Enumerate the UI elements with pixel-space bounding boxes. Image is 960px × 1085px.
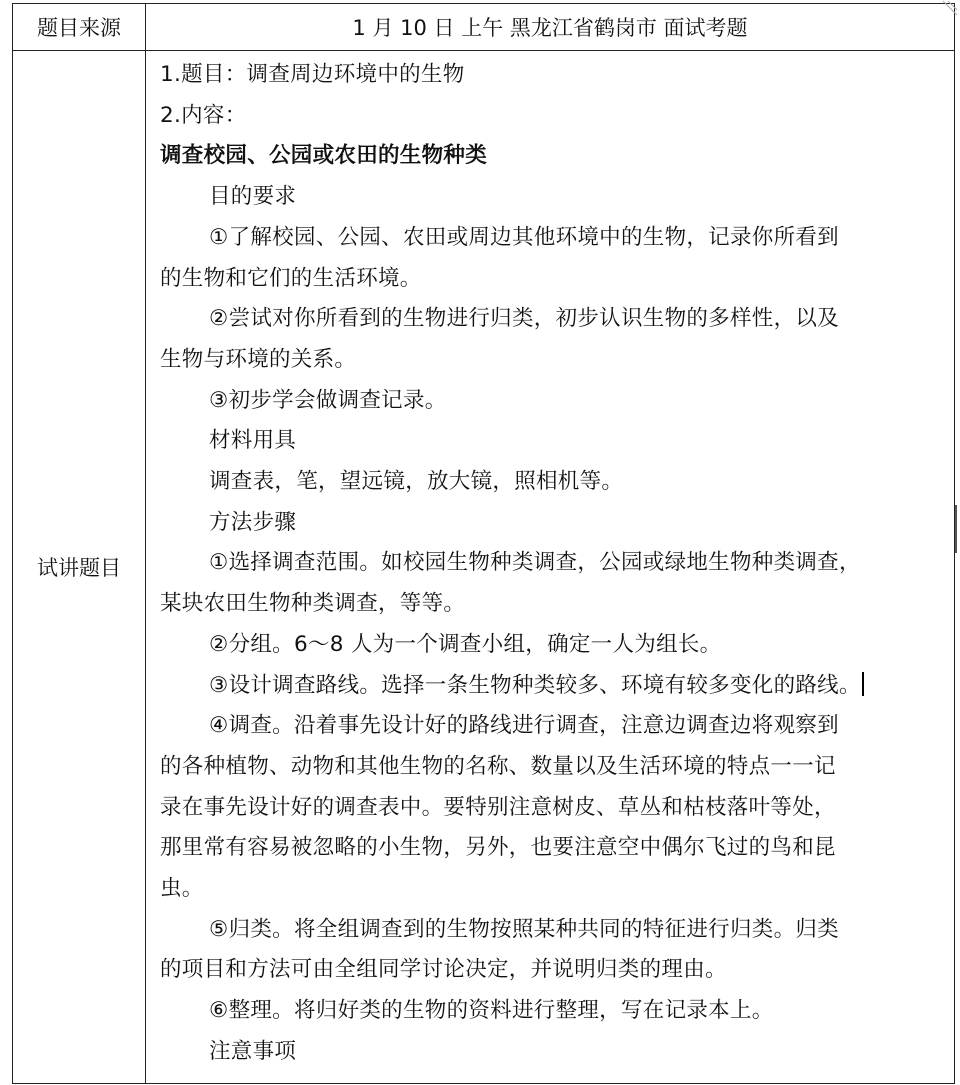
content-line <box>160 869 942 910</box>
content-line <box>160 421 942 462</box>
document-table <box>12 3 955 1084</box>
content-line <box>160 1032 942 1073</box>
content-line-text: 方法步骤 <box>209 509 297 535</box>
content-line-text: 调查校园、公园或农田的生物种类 <box>160 143 488 169</box>
content-line <box>160 503 942 544</box>
content-line-text: 录在事先设计好的调查表中。要特别注意树皮、草丛和枯枝落叶等处， <box>160 794 836 820</box>
content-line-text: ②分组。6～8 人为一个调查小组，确定一人为组长。 <box>209 631 722 657</box>
content-line <box>160 706 942 747</box>
topic-content-cell[interactable] <box>146 51 955 1084</box>
content-line-text: 1.题目：调查周边环境中的生物 <box>160 62 465 87</box>
content-line <box>160 950 942 991</box>
content-line-text: 注意事项 <box>209 1038 297 1064</box>
body-row <box>13 51 955 1084</box>
content-line-text: ④调查。沿着事先设计好的路线进行调查，注意边调查边将观察到 <box>209 713 839 739</box>
source-label: 题目来源 <box>37 16 121 40</box>
content-line <box>160 584 942 625</box>
source-value: 1 月 10 日 上午 黑龙江省鹤岗市 面试考题 <box>352 16 748 40</box>
content-line-text: ②尝试对你所看到的生物进行归类，初步认识生物的多样性，以及 <box>209 306 839 332</box>
content-line-text: ③设计调查路线。选择一条生物种类较多、环境有较多变化的路线。 <box>209 672 861 698</box>
content-line-text: 虫。 <box>160 876 204 902</box>
content-line <box>160 177 942 218</box>
topic-label: 试讲题目 <box>37 556 121 580</box>
content-line-text: 的各种植物、动物和其他生物的名称、数量以及生活环境的特点一一记 <box>160 753 836 779</box>
content-line-text: 的项目和方法可由全组同学讨论决定，并说明归类的理由。 <box>160 957 727 983</box>
content-line-text: 2.内容： <box>160 102 247 128</box>
content-line <box>160 218 942 259</box>
content-line <box>160 828 942 869</box>
content-line <box>160 136 942 177</box>
content-line <box>160 543 942 584</box>
content-line-text: 材料用具 <box>209 428 297 454</box>
content-line-text: 的生物和它们的生活环境。 <box>160 265 422 291</box>
corner-resize-icon <box>942 0 958 16</box>
content-line-text: 某块农田生物种类调查，等等。 <box>160 591 466 617</box>
content-line <box>160 910 942 951</box>
content-line <box>160 55 942 96</box>
content-line-text: ①了解校园、公园、农田或周边其他环境中的生物，记录你所看到 <box>209 224 839 250</box>
content-line <box>160 259 942 300</box>
source-label-cell <box>13 4 146 51</box>
content-line <box>160 991 942 1032</box>
content-line <box>160 747 942 788</box>
content-line-text: ③初步学会做调查记录。 <box>209 387 447 413</box>
content-line <box>160 666 942 707</box>
header-row <box>13 4 955 51</box>
content-line <box>160 299 942 340</box>
topic-label-cell <box>13 51 146 1084</box>
scroll-edge-mark <box>955 505 957 553</box>
content-line-text: 那里常有容易被忽略的小生物，另外，也要注意空中偶尔飞过的鸟和昆 <box>160 835 836 861</box>
content-line <box>160 625 942 666</box>
content-line <box>160 340 942 381</box>
content-line-text: 目的要求 <box>209 184 297 210</box>
content-line <box>160 462 942 503</box>
content-line <box>160 381 942 422</box>
source-value-cell <box>146 4 955 51</box>
content-line-text: 调查表，笔，望远镜，放大镜，照相机等。 <box>209 469 624 495</box>
content-line <box>160 96 942 137</box>
content-line-text: ①选择调查范围。如校园生物种类调查，公园或绿地生物种类调查， <box>209 550 861 576</box>
content-line <box>160 788 942 829</box>
content-line-text: 生物与环境的关系。 <box>160 346 357 372</box>
content-line-text: ⑤归类。将全组调查到的生物按照某种共同的特征进行归类。归类 <box>209 916 839 942</box>
content-line-text: ⑥整理。将归好类的生物的资料进行整理，写在记录本上。 <box>209 998 774 1024</box>
text-cursor <box>862 672 864 696</box>
